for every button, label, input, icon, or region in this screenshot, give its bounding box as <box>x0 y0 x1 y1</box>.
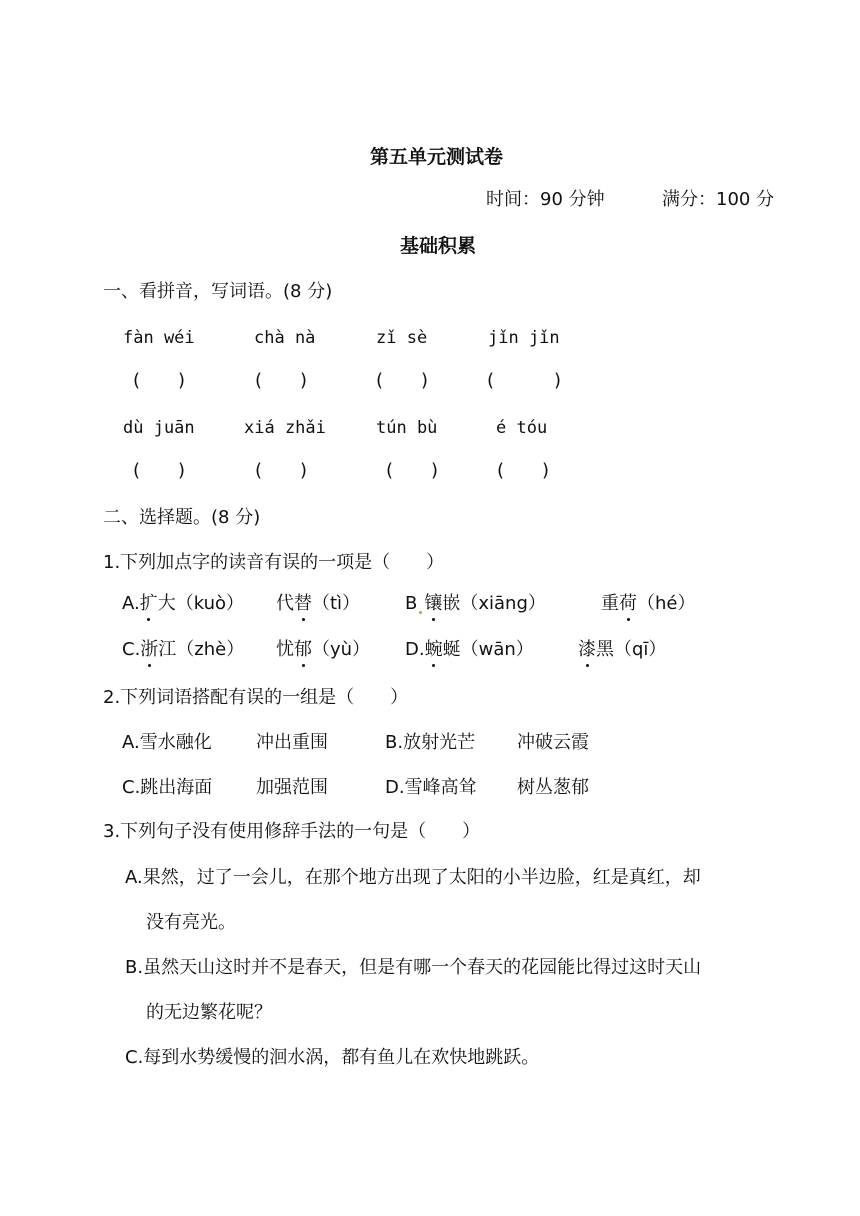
q2-item1-option-c2[interactable]: 忧郁（yù） <box>276 639 371 660</box>
q2-item2-option-b[interactable]: B.放射光芒 <box>385 732 476 753</box>
q2-item2-option-a-word2: 冲出重围 <box>256 732 328 753</box>
pinyin-4: jǐn jǐn <box>488 328 560 348</box>
pinyin-1: fàn wéi <box>123 328 195 348</box>
q2-item1-option-d2[interactable]: 漆黑（qī） <box>578 639 667 660</box>
pinyin-6: xiá zhǎi <box>244 418 326 438</box>
q2-item2-option-d-word2: 树丛葱郁 <box>517 777 589 798</box>
answer-blank-1[interactable]: ( ) <box>133 370 186 391</box>
pinyin-5: dù juān <box>123 418 195 438</box>
answer-blank-4[interactable]: ( ) <box>487 370 562 391</box>
q2-item1-option-d1[interactable]: D.蜿蜒（wān） <box>405 639 534 660</box>
pinyin-8: é tóu <box>496 418 548 438</box>
answer-blank-5[interactable]: ( ) <box>133 460 186 481</box>
q2-item1-option-a1[interactable]: A.扩大（kuò） <box>122 593 245 614</box>
q2-item1-option-b2[interactable]: 重荷（hé） <box>601 593 696 614</box>
stray-dot-icon <box>419 611 422 614</box>
answer-blank-6[interactable]: ( ) <box>255 460 308 481</box>
q2-item1-option-a2[interactable]: 代替（tì） <box>276 593 361 614</box>
q2-item2-option-b-word2: 冲破云霞 <box>517 732 589 753</box>
answer-blank-2[interactable]: ( ) <box>255 370 308 391</box>
q2-item1-option-b1[interactable]: B 镶嵌（xiāng） <box>405 593 546 614</box>
q2-item2-option-d[interactable]: D.雪峰高耸 <box>385 777 477 798</box>
q2-heading: 二、选择题。(8 分) <box>103 507 261 528</box>
q2-item2-stem: 2.下列词语搭配有误的一组是（ ） <box>103 687 409 708</box>
q2-item3-option-b-cont: 的无边繁花呢？ <box>146 1002 272 1023</box>
answer-blank-8[interactable]: ( ) <box>497 460 550 481</box>
exam-full-score: 满分：100 分 <box>662 189 775 210</box>
answer-blank-7[interactable]: ( ) <box>386 460 439 481</box>
q2-item3-option-a[interactable]: A.果然，过了一会儿，在那个地方出现了太阳的小半边脸，红是真红，却 <box>125 867 701 888</box>
pinyin-2: chà nà <box>254 328 316 348</box>
q2-item3-option-a-cont: 没有亮光。 <box>146 912 236 933</box>
pinyin-3: zǐ sè <box>376 328 428 348</box>
section-title: 基础积累 <box>400 235 477 257</box>
q2-item2-option-c[interactable]: C.跳出海面 <box>122 777 213 798</box>
q2-item1-option-c1[interactable]: C.浙江（zhè） <box>122 639 245 660</box>
q2-item3-stem: 3.下列句子没有使用修辞手法的一句是（ ） <box>103 821 481 842</box>
q2-item2-option-c-word2: 加强范围 <box>256 777 328 798</box>
q1-heading: 一、看拼音，写词语。(8 分) <box>103 281 333 302</box>
q2-item1-stem: 1.下列加点字的读音有误的一项是（ ） <box>103 552 445 573</box>
q2-item2-option-a[interactable]: A.雪水融化 <box>122 732 212 753</box>
q2-item3-option-c[interactable]: C.每到水势缓慢的洄水涡，都有鱼儿在欢快地跳跃。 <box>125 1047 540 1068</box>
pinyin-7: tún bù <box>376 418 438 438</box>
page-title: 第五单元测试卷 <box>370 146 504 168</box>
q2-item3-option-b[interactable]: B.虽然天山这时并不是春天，但是有哪一个春天的花园能比得过这时天山 <box>125 957 702 978</box>
answer-blank-3[interactable]: ( ) <box>376 370 429 391</box>
exam-time: 时间：90 分钟 <box>486 189 605 210</box>
